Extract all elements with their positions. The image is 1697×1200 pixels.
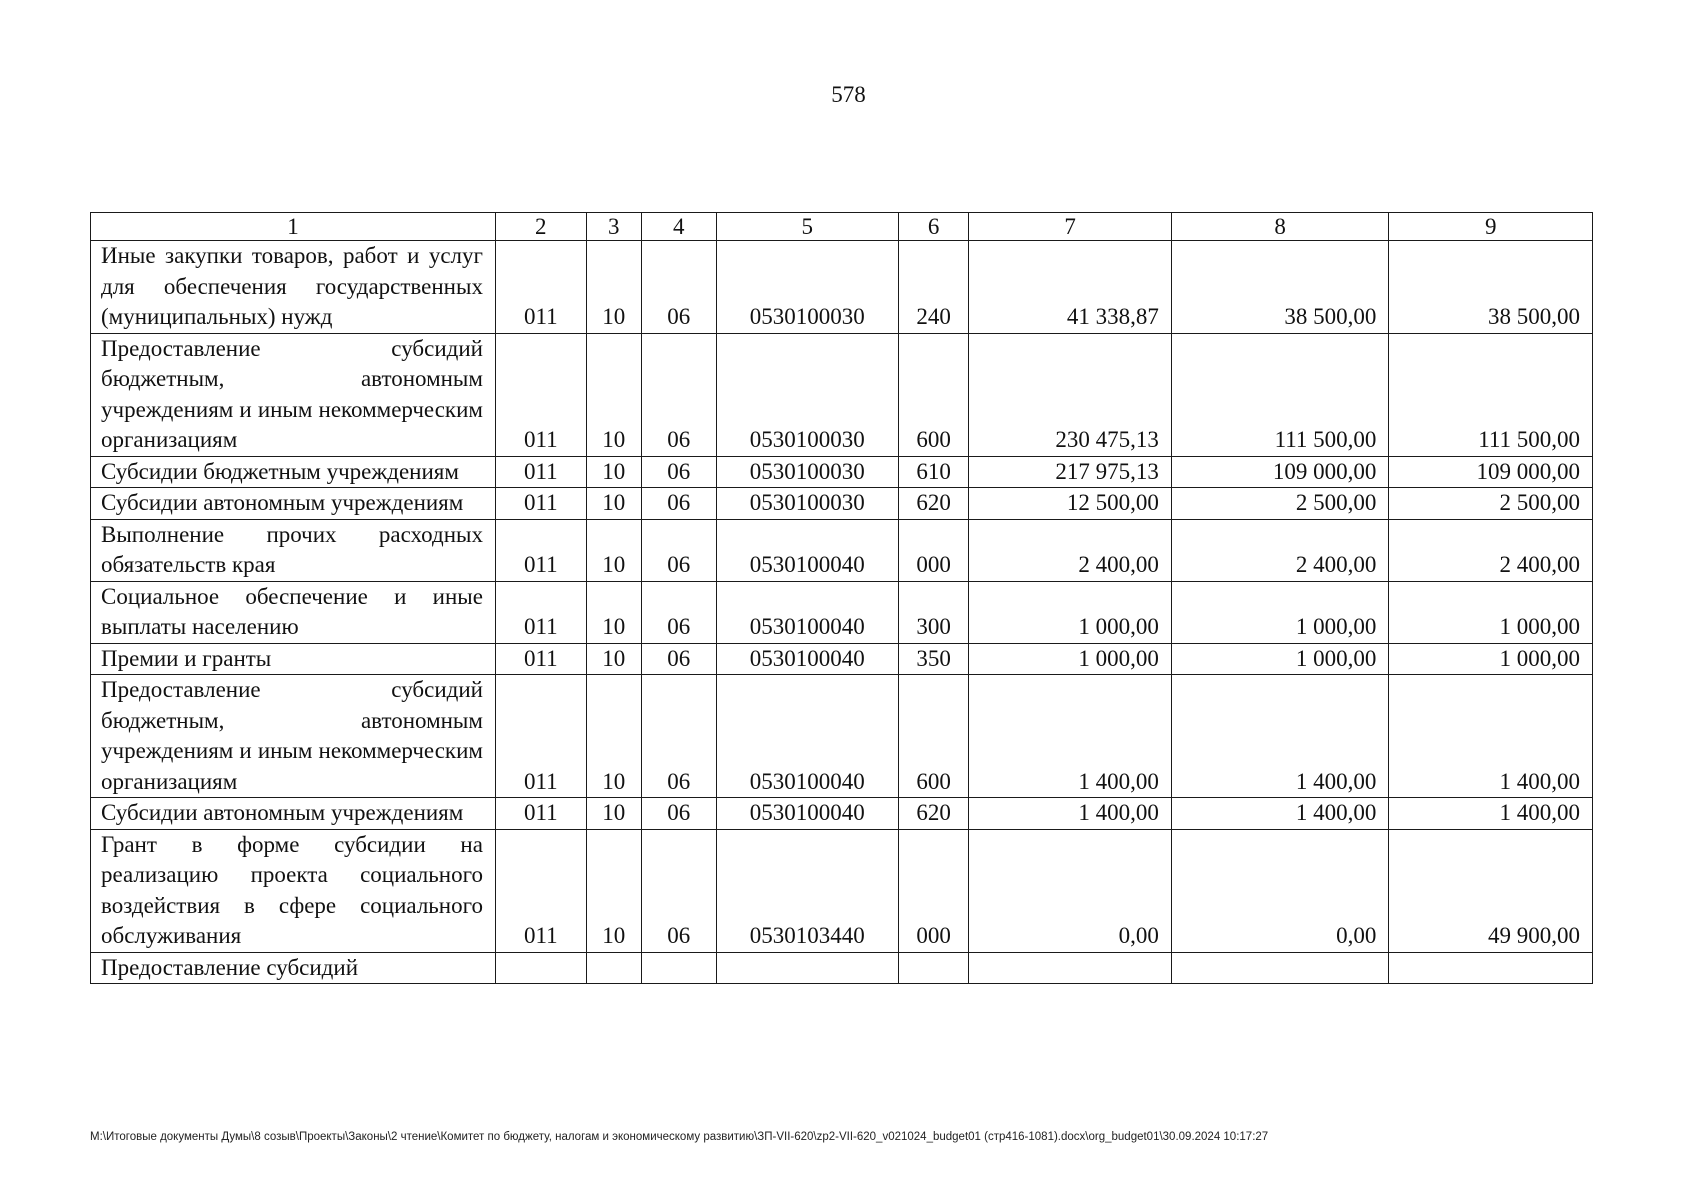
cell-expense-type: 000: [898, 519, 969, 581]
cell-section: 10: [586, 488, 641, 520]
cell-target-article: 0530100040: [716, 643, 898, 675]
column-number: 6: [898, 213, 969, 241]
cell-target-article: 0530100040: [716, 581, 898, 643]
table-row: [91, 456, 1593, 488]
cell-amount-col8: 38 500,00: [1171, 241, 1389, 334]
cell-amount-col8: 1 000,00: [1171, 643, 1389, 675]
cell-section: 10: [586, 643, 641, 675]
cell-subsection: 06: [642, 456, 717, 488]
table-row: [91, 241, 1593, 334]
cell-amount-col9: 1 400,00: [1389, 675, 1593, 798]
page-number: 578: [831, 82, 866, 107]
cell-subsection: 06: [642, 519, 717, 581]
cell-subsection: 06: [642, 675, 717, 798]
cell-amount-col9: 49 900,00: [1389, 829, 1593, 952]
row-name: Выполнение прочих расходных обязательств края: [91, 519, 496, 581]
table-row: [91, 488, 1593, 520]
cell-expense-type: 350: [898, 643, 969, 675]
cell-subsection: 06: [642, 581, 717, 643]
cell-amount-col9: 38 500,00: [1389, 241, 1593, 334]
cell-ministry-code: 011: [495, 333, 586, 456]
cell-target-article: [716, 952, 898, 984]
row-name: Премии и гранты: [91, 643, 496, 675]
table-row: [91, 798, 1593, 830]
table-row: [91, 829, 1593, 952]
cell-ministry-code: 011: [495, 798, 586, 830]
cell-amount-col7: 41 338,87: [969, 241, 1171, 334]
table-row: [91, 952, 1593, 984]
cell-expense-type: 240: [898, 241, 969, 334]
cell-amount-col9: 109 000,00: [1389, 456, 1593, 488]
cell-ministry-code: [495, 952, 586, 984]
cell-target-article: 0530100030: [716, 488, 898, 520]
file-path-footer: М:\Итоговые документы Думы\8 созыв\Проекты\Законы\2 чтение\Комитет по бюджету, налогам и экономическому развитию\ЗП-VII-620\zp2-VII-620_v021024_budget01 (стр416-1081).docx\org_budget01\30.09.2024 10:17:27: [90, 1131, 1269, 1143]
cell-amount-col7: [969, 952, 1171, 984]
cell-expense-type: 600: [898, 675, 969, 798]
cell-amount-col7: 12 500,00: [969, 488, 1171, 520]
cell-ministry-code: 011: [495, 675, 586, 798]
cell-section: 10: [586, 333, 641, 456]
cell-amount-col8: 1 000,00: [1171, 581, 1389, 643]
cell-target-article: 0530100040: [716, 519, 898, 581]
column-number: 2: [495, 213, 586, 241]
cell-amount-col7: 1 000,00: [969, 643, 1171, 675]
cell-expense-type: 000: [898, 829, 969, 952]
row-name: Предоставление субсидий бюджетным, автономным учреждениям и иным некоммерческим организациям: [91, 333, 496, 456]
cell-subsection: 06: [642, 798, 717, 830]
row-name: Предоставление субсидий бюджетным, автономным учреждениям и иным некоммерческим организациям: [91, 675, 496, 798]
cell-ministry-code: 011: [495, 241, 586, 334]
cell-section: 10: [586, 798, 641, 830]
table-body: [91, 213, 1593, 984]
cell-amount-col8: 2 400,00: [1171, 519, 1389, 581]
column-number-row: [91, 213, 1593, 241]
cell-section: [586, 952, 641, 984]
cell-ministry-code: 011: [495, 643, 586, 675]
row-name: Иные закупки товаров, работ и услуг для обеспечения государственных (муниципальных) нужд: [91, 241, 496, 334]
cell-ministry-code: 011: [495, 456, 586, 488]
cell-target-article: 0530100030: [716, 241, 898, 334]
cell-amount-col7: 230 475,13: [969, 333, 1171, 456]
column-number: 3: [586, 213, 641, 241]
table-row: [91, 519, 1593, 581]
cell-amount-col9: 1 000,00: [1389, 643, 1593, 675]
cell-target-article: 0530100030: [716, 456, 898, 488]
cell-target-article: 0530103440: [716, 829, 898, 952]
row-name: Субсидии автономным учреждениям: [91, 488, 496, 520]
cell-section: 10: [586, 519, 641, 581]
table-row: [91, 643, 1593, 675]
cell-amount-col9: 2 400,00: [1389, 519, 1593, 581]
cell-section: 10: [586, 581, 641, 643]
column-number: 7: [969, 213, 1171, 241]
cell-ministry-code: 011: [495, 488, 586, 520]
cell-amount-col8: 0,00: [1171, 829, 1389, 952]
row-name: Предоставление субсидий: [91, 952, 496, 984]
cell-section: 10: [586, 675, 641, 798]
cell-amount-col9: [1389, 952, 1593, 984]
cell-expense-type: 620: [898, 798, 969, 830]
row-name: Субсидии автономным учреждениям: [91, 798, 496, 830]
cell-amount-col7: 1 400,00: [969, 675, 1171, 798]
cell-target-article: 0530100040: [716, 798, 898, 830]
cell-ministry-code: 011: [495, 581, 586, 643]
cell-amount-col7: 0,00: [969, 829, 1171, 952]
cell-amount-col9: 1 400,00: [1389, 798, 1593, 830]
cell-expense-type: 600: [898, 333, 969, 456]
cell-subsection: 06: [642, 488, 717, 520]
cell-expense-type: 300: [898, 581, 969, 643]
column-number: 9: [1389, 213, 1593, 241]
column-number: 1: [91, 213, 496, 241]
cell-subsection: 06: [642, 643, 717, 675]
cell-section: 10: [586, 456, 641, 488]
cell-section: 10: [586, 829, 641, 952]
cell-amount-col8: 109 000,00: [1171, 456, 1389, 488]
column-number: 8: [1171, 213, 1389, 241]
cell-expense-type: 610: [898, 456, 969, 488]
cell-amount-col7: 1 400,00: [969, 798, 1171, 830]
cell-ministry-code: 011: [495, 829, 586, 952]
cell-expense-type: [898, 952, 969, 984]
cell-amount-col8: 111 500,00: [1171, 333, 1389, 456]
column-number: 4: [642, 213, 717, 241]
row-name: Грант в форме субсидии на реализацию проекта социального воздействия в сфере социального обслуживания: [91, 829, 496, 952]
table-row: [91, 333, 1593, 456]
cell-target-article: 0530100040: [716, 675, 898, 798]
cell-amount-col8: [1171, 952, 1389, 984]
table-row: [91, 581, 1593, 643]
table-row: [91, 675, 1593, 798]
cell-ministry-code: 011: [495, 519, 586, 581]
cell-subsection: [642, 952, 717, 984]
cell-amount-col9: 2 500,00: [1389, 488, 1593, 520]
budget-table: [90, 212, 1593, 984]
cell-amount-col8: 2 500,00: [1171, 488, 1389, 520]
column-number: 5: [716, 213, 898, 241]
cell-amount-col8: 1 400,00: [1171, 798, 1389, 830]
row-name: Субсидии бюджетным учреждениям: [91, 456, 496, 488]
cell-target-article: 0530100030: [716, 333, 898, 456]
cell-subsection: 06: [642, 333, 717, 456]
cell-subsection: 06: [642, 829, 717, 952]
cell-amount-col7: 1 000,00: [969, 581, 1171, 643]
cell-subsection: 06: [642, 241, 717, 334]
row-name: Социальное обеспечение и иные выплаты населению: [91, 581, 496, 643]
cell-amount-col7: 217 975,13: [969, 456, 1171, 488]
cell-section: 10: [586, 241, 641, 334]
cell-expense-type: 620: [898, 488, 969, 520]
cell-amount-col9: 1 000,00: [1389, 581, 1593, 643]
cell-amount-col7: 2 400,00: [969, 519, 1171, 581]
cell-amount-col8: 1 400,00: [1171, 675, 1389, 798]
cell-amount-col9: 111 500,00: [1389, 333, 1593, 456]
